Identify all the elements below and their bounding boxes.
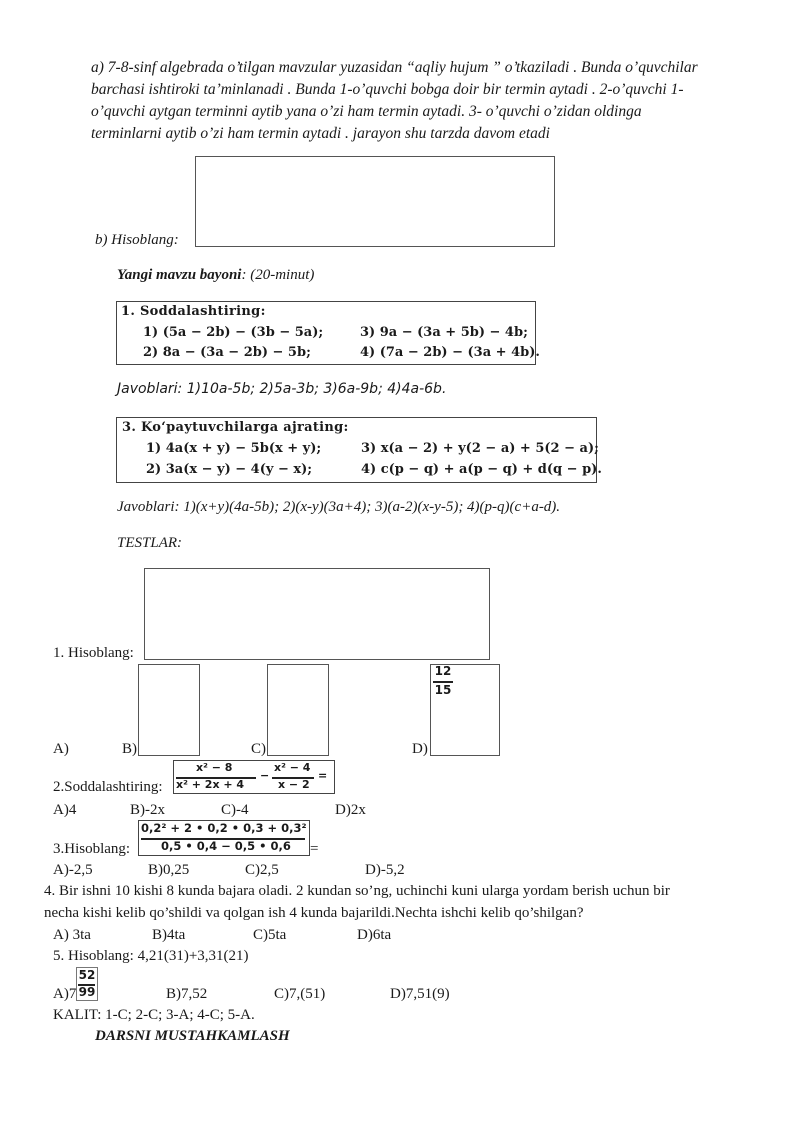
testlar-heading: TESTLAR: (117, 535, 183, 551)
new-topic-rest: : (20-minut) (241, 267, 315, 283)
exercise-1-item-4: 4) (7a − 2b) − (3a + 4b). (360, 345, 540, 360)
intro-paragraph (91, 57, 781, 145)
q5-option-a-numerator: 52 (78, 968, 96, 982)
q4-option-c: C)5ta (253, 927, 287, 943)
q5-option-c: C)7,(51) (274, 986, 326, 1002)
q4-option-a: A) 3ta (53, 927, 91, 943)
q1-image-frame (144, 568, 490, 660)
q2-fraction-1-denominator: x² + 2x + 4 (176, 778, 245, 791)
q2-option-c: C)-4 (221, 802, 249, 818)
q2-option-d: D)2x (335, 802, 366, 818)
q3-option-b: B)0,25 (148, 862, 190, 878)
q2-fraction-1-numerator: x² − 8 (196, 761, 233, 774)
hisoblang-b-image-frame (195, 156, 555, 247)
intro-line-1: a) 7-8-sinf algebrada o’tilgan mavzular yuzasidan “aqliy hujum ” o’tkaziladi . Bunda o’quvchilar (91, 59, 698, 76)
q5-label: 5. Hisoblang: 4,21(31)+3,31(21) (53, 948, 249, 964)
exercise-1-item-1: 1) (5a − 2b) − (3b − 5a); (143, 325, 324, 340)
q1-option-b-frame (138, 664, 200, 756)
q3-option-a: A)-2,5 (53, 862, 93, 878)
exercise-3-item-4: 4) c(p − q) + a(p − q) + d(q − p). (361, 462, 602, 477)
q3-denominator: 0,5 • 0,4 − 0,5 • 0,6 (161, 839, 291, 853)
q3-option-d: D)-5,2 (365, 862, 405, 878)
answer-key: KALIT: 1-C; 2-C; 3-A; 4-C; 5-A. (53, 1007, 255, 1023)
intro-line-3: o’quvchi aytgan terminni aytib yana o’zi ham termin aytadi. 3- o’quvchi o’zidan oldinga (91, 103, 642, 120)
q5-option-a-prefix: A)7 (53, 986, 77, 1002)
new-topic-heading (117, 267, 314, 284)
q1-option-c: C) (251, 741, 266, 757)
q2-expression-box (173, 760, 335, 794)
exercise-3-title: 3. Ko‘paytuvchilarga ajrating: (122, 420, 349, 435)
q1-label: 1. Hisoblang: (53, 645, 134, 661)
q5-option-b: B)7,52 (166, 986, 208, 1002)
q3-equals-sign: = (310, 841, 319, 857)
exercise-3-box (116, 417, 602, 483)
exercise-1-item-2: 2) 8a − (3a − 2b) − 5b; (143, 345, 311, 360)
exercise-1-item-3: 3) 9a − (3a + 5b) − 4b; (360, 325, 528, 340)
q3-expression-box (138, 820, 310, 856)
hisoblang-b-label: b) Hisoblang: (95, 232, 179, 248)
q1-option-d-numerator: 12 (434, 664, 452, 678)
q1-option-b: B) (122, 741, 137, 757)
q4-option-b: B)4ta (152, 927, 186, 943)
q3-option-c: C)2,5 (245, 862, 279, 878)
q2-minus-sign: − (260, 769, 270, 782)
answers-3: Javoblari: 1)(x+y)(4a-5b); 2)(x-y)(3a+4); 3)(a-2)(x-y-5); 4)(p-q)(c+a-d). (117, 499, 561, 515)
q5-option-a-denominator: 99 (78, 985, 96, 999)
answers-1: Javoblari: 1)10a-5b; 2)5a-3b; 3)6a-9b; 4)4a-6b. (117, 381, 447, 397)
q1-option-c-frame (267, 664, 329, 756)
new-topic-bold: Yangi mavzu bayoni (117, 267, 242, 283)
intro-line-4: terminlarni aytib o’zi ham termin aytadi . jarayon shu tarzda davom etadi (91, 125, 550, 142)
exercise-3-item-2: 2) 3a(x − y) − 4(y − x); (146, 462, 313, 477)
q5-option-d: D)7,51(9) (390, 986, 450, 1002)
q2-option-a: A)4 (53, 802, 77, 818)
q3-label: 3.Hisoblang: (53, 841, 131, 857)
final-heading: DARSNI MUSTAHKAMLASH (95, 1028, 290, 1044)
q2-option-b: B)-2x (130, 802, 165, 818)
exercise-3-item-3: 3) x(a − 2) + y(2 − a) + 5(2 − a); (361, 441, 599, 456)
q4-line-2: necha kishi kelib qo’shildi va qolgan ish 4 kunda bajarildi.Nechta ishchi kelib qo’shilgan? (44, 905, 584, 921)
q4-line-1: 4. Bir ishni 10 kishi 8 kunda bajara oladi. 2 kundan so’ng, uchinchi kuni ularga yordam berish uchun bir (44, 883, 670, 899)
q2-label: 2.Soddalashtiring: (53, 779, 163, 795)
exercise-1-box (116, 301, 540, 365)
q2-fraction-2-denominator: x − 2 (278, 778, 310, 791)
q2-equals-sign: = (318, 769, 328, 782)
exercise-3-item-1: 1) 4a(x + y) − 5b(x + y); (146, 441, 322, 456)
q3-numerator: 0,2² + 2 • 0,2 • 0,3 + 0,3² (141, 821, 307, 835)
q1-option-d: D) (412, 741, 428, 757)
intro-line-2: barchasi ishtiroki ta’minlanadi . Bunda 1-o’quvchi bobga doir bir termin aytadi . 2-o’quvchi 1- (91, 81, 684, 98)
exercise-1-title: 1. Soddalashtiring: (121, 304, 266, 319)
q2-fraction-2-numerator: x² − 4 (274, 761, 311, 774)
q1-option-a: A) (53, 741, 69, 757)
q1-option-d-denominator: 15 (434, 683, 452, 697)
q4-option-d: D)6ta (357, 927, 392, 943)
